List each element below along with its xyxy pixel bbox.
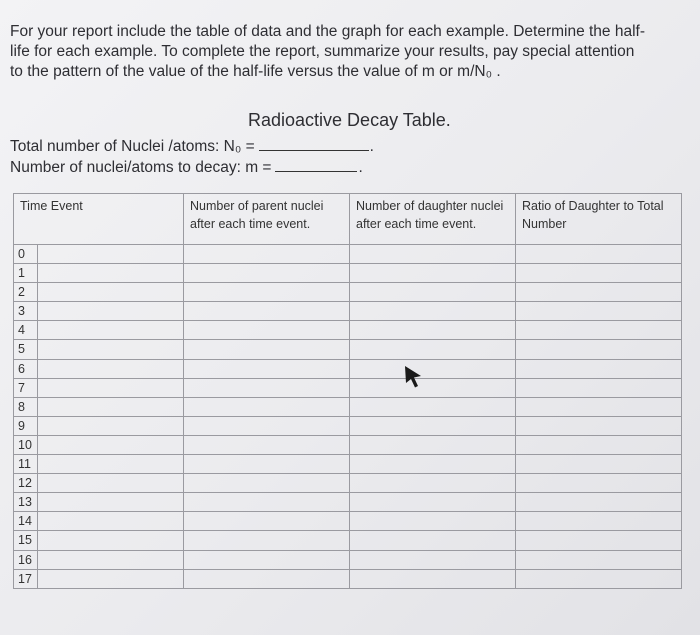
daughter-nuclei-cell[interactable] <box>350 245 516 264</box>
parent-nuclei-cell[interactable] <box>184 340 350 359</box>
time-event-value: 3 <box>14 302 38 320</box>
time-event-cell <box>14 455 184 474</box>
daughter-nuclei-cell[interactable] <box>350 302 516 321</box>
time-event-cell <box>14 264 184 283</box>
ratio-cell[interactable] <box>516 569 682 588</box>
table-row <box>14 569 682 588</box>
daughter-nuclei-cell[interactable] <box>350 416 516 435</box>
daughter-nuclei-cell[interactable] <box>350 531 516 550</box>
header-ratio: Ratio of Daughter to Total Number <box>516 194 682 245</box>
time-event-value: 9 <box>14 417 38 435</box>
nuclei-to-decay-label: Number of nuclei/atoms to decay: m = <box>10 159 272 176</box>
ratio-cell[interactable] <box>516 435 682 454</box>
time-event-cell <box>14 340 184 359</box>
instruction-line-3: to the pattern of the value of the half-life versus the value of m or m/N₀ . <box>10 63 501 80</box>
table-row <box>14 359 682 378</box>
ratio-cell[interactable] <box>516 455 682 474</box>
table-row <box>14 302 682 321</box>
ratio-cell[interactable] <box>516 493 682 512</box>
daughter-nuclei-cell[interactable] <box>350 340 516 359</box>
mouse-pointer-icon <box>401 364 425 390</box>
ratio-cell[interactable] <box>516 378 682 397</box>
time-event-cell <box>14 283 184 302</box>
table-header-row <box>14 194 682 245</box>
ratio-cell[interactable] <box>516 245 682 264</box>
time-event-value: 12 <box>14 474 38 492</box>
parent-nuclei-cell[interactable] <box>184 531 350 550</box>
table-row <box>14 378 682 397</box>
parent-nuclei-cell[interactable] <box>184 569 350 588</box>
time-event-value: 15 <box>14 531 38 549</box>
time-event-cell <box>14 245 184 264</box>
time-event-value: 14 <box>14 512 38 530</box>
time-event-cell <box>14 512 184 531</box>
table-row <box>14 474 682 493</box>
ratio-cell[interactable] <box>516 283 682 302</box>
ratio-cell[interactable] <box>516 550 682 569</box>
daughter-nuclei-cell[interactable] <box>350 283 516 302</box>
daughter-nuclei-cell[interactable] <box>350 397 516 416</box>
ratio-cell[interactable] <box>516 397 682 416</box>
table-row <box>14 435 682 454</box>
ratio-cell[interactable] <box>516 512 682 531</box>
parent-nuclei-cell[interactable] <box>184 550 350 569</box>
daughter-nuclei-cell[interactable] <box>350 321 516 340</box>
ratio-cell[interactable] <box>516 321 682 340</box>
radioactive-decay-table <box>13 193 682 589</box>
time-event-cell <box>14 378 184 397</box>
time-event-value: 7 <box>14 379 38 397</box>
ratio-cell[interactable] <box>516 416 682 435</box>
parent-nuclei-cell[interactable] <box>184 474 350 493</box>
time-event-cell <box>14 359 184 378</box>
daughter-nuclei-cell[interactable] <box>350 264 516 283</box>
parent-nuclei-cell[interactable] <box>184 512 350 531</box>
time-event-value: 17 <box>14 570 38 588</box>
time-event-cell <box>14 550 184 569</box>
instruction-line-1: For your report include the table of data and the graph for each example. Determine the half- <box>10 23 646 40</box>
parent-nuclei-cell[interactable] <box>184 264 350 283</box>
parent-nuclei-cell[interactable] <box>184 397 350 416</box>
ratio-cell[interactable] <box>516 474 682 493</box>
ratio-cell[interactable] <box>516 531 682 550</box>
table-row <box>14 550 682 569</box>
parent-nuclei-cell[interactable] <box>184 493 350 512</box>
table-row <box>14 321 682 340</box>
table-row <box>14 340 682 359</box>
daughter-nuclei-cell[interactable] <box>350 493 516 512</box>
parent-nuclei-cell[interactable] <box>184 302 350 321</box>
ratio-cell[interactable] <box>516 340 682 359</box>
time-event-cell <box>14 416 184 435</box>
parent-nuclei-cell[interactable] <box>184 455 350 474</box>
instruction-line-2: life for each example. To complete the report, summarize your results, pay special attention <box>10 43 635 60</box>
ratio-cell[interactable] <box>516 264 682 283</box>
daughter-nuclei-cell[interactable] <box>350 435 516 454</box>
time-event-value: 5 <box>14 340 38 358</box>
report-instructions <box>10 22 685 82</box>
time-event-cell <box>14 435 184 454</box>
ratio-cell[interactable] <box>516 359 682 378</box>
total-nuclei-blank[interactable] <box>259 136 369 151</box>
total-nuclei-label: Total number of Nuclei /atoms: N₀ = <box>10 138 255 155</box>
time-event-value: 4 <box>14 321 38 339</box>
parent-nuclei-cell[interactable] <box>184 321 350 340</box>
parent-nuclei-cell[interactable] <box>184 378 350 397</box>
ratio-cell[interactable] <box>516 302 682 321</box>
header-daughter-nuclei: Number of daughter nuclei after each time event. <box>350 194 516 245</box>
parent-nuclei-cell[interactable] <box>184 416 350 435</box>
daughter-nuclei-cell[interactable] <box>350 359 516 378</box>
table-row <box>14 416 682 435</box>
table-row <box>14 493 682 512</box>
nuclei-to-decay-field: Number of nuclei/atoms to decay: m = . <box>10 159 363 176</box>
time-event-value: 8 <box>14 398 38 416</box>
time-event-cell <box>14 302 184 321</box>
time-event-value: 11 <box>14 455 38 473</box>
time-event-value: 16 <box>14 551 38 569</box>
table-row <box>14 455 682 474</box>
daughter-nuclei-cell[interactable] <box>350 378 516 397</box>
time-event-cell <box>14 474 184 493</box>
daughter-nuclei-cell[interactable] <box>350 550 516 569</box>
table-body <box>14 245 682 589</box>
table-row <box>14 283 682 302</box>
parent-nuclei-cell[interactable] <box>184 359 350 378</box>
header-parent-nuclei: Number of parent nuclei after each time event. <box>184 194 350 245</box>
time-event-value: 2 <box>14 283 38 301</box>
time-event-value: 13 <box>14 493 38 511</box>
header-time-event: Time Event <box>14 194 184 245</box>
daughter-nuclei-cell[interactable] <box>350 569 516 588</box>
table-title: Radioactive Decay Table. <box>248 110 451 130</box>
time-event-value: 1 <box>14 264 38 282</box>
table-row <box>14 531 682 550</box>
table-row <box>14 264 682 283</box>
time-event-value: 10 <box>14 436 38 454</box>
time-event-cell <box>14 321 184 340</box>
time-event-cell <box>14 531 184 550</box>
time-event-cell <box>14 397 184 416</box>
time-event-cell <box>14 493 184 512</box>
table-row <box>14 245 682 264</box>
table-row <box>14 397 682 416</box>
time-event-value: 6 <box>14 360 38 378</box>
table-row <box>14 512 682 531</box>
parent-nuclei-cell[interactable] <box>184 245 350 264</box>
total-nuclei-field: Total number of Nuclei /atoms: N₀ = . <box>10 138 374 155</box>
daughter-nuclei-cell[interactable] <box>350 512 516 531</box>
parent-nuclei-cell[interactable] <box>184 283 350 302</box>
nuclei-to-decay-blank[interactable] <box>275 157 357 172</box>
time-event-cell <box>14 569 184 588</box>
time-event-value: 0 <box>14 245 38 263</box>
daughter-nuclei-cell[interactable] <box>350 474 516 493</box>
daughter-nuclei-cell[interactable] <box>350 455 516 474</box>
parent-nuclei-cell[interactable] <box>184 435 350 454</box>
